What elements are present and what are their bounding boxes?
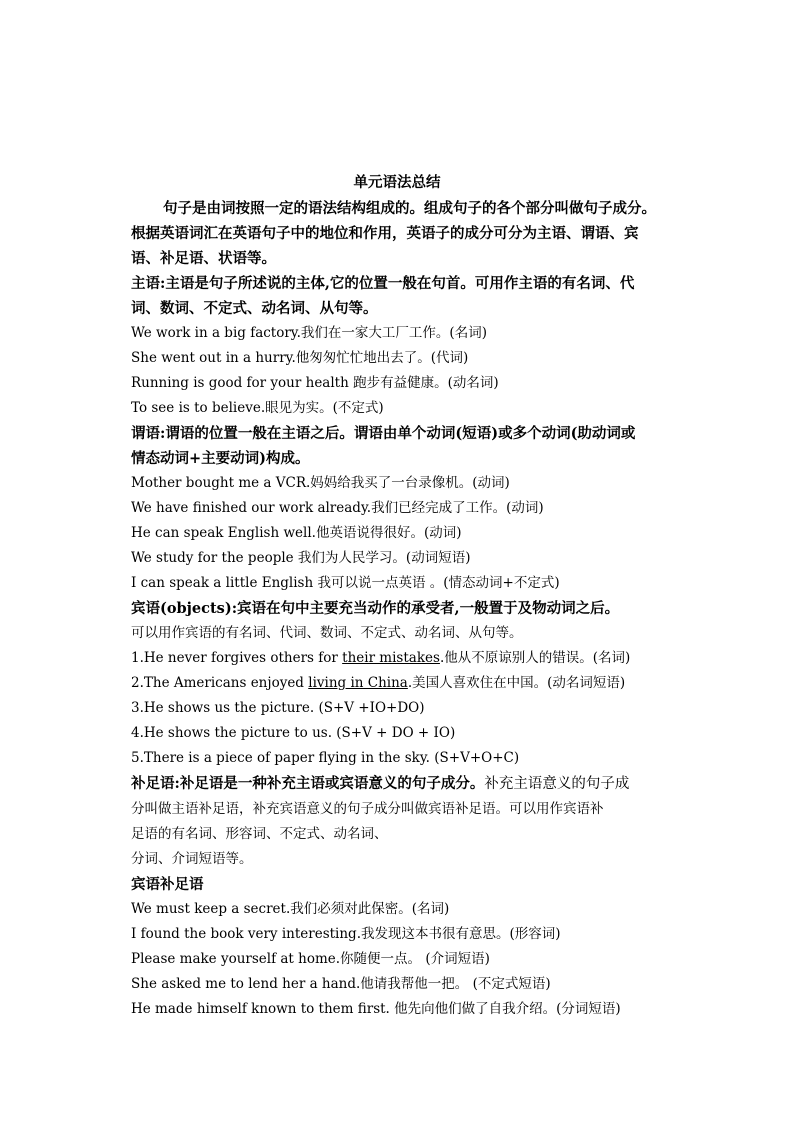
object-complement-subheading: 宾语补足语 (131, 876, 204, 893)
complement-line-4: 分词、介词短语等。 (131, 851, 253, 867)
object-heading-2: 可以用作宾语的有名词、代词、数词、不定式、动名词、从句等。 (131, 625, 523, 641)
intro-line-3: 语、补足语、状语等。 (131, 250, 276, 267)
complement-heading (131, 771, 671, 797)
object-example-1 (131, 646, 671, 671)
object-example-1-pre: 1.He never forgives others for (131, 650, 343, 666)
object-example-1-underlined: their mistakes (342, 650, 440, 666)
complement-example-5: He made himself known to them first. 他先向他们做了自我介绍。(分词短语) (131, 1001, 621, 1017)
predicate-example-4: We study for the people 我们为人民学习。(动词短语) (131, 550, 471, 566)
document-body (131, 196, 671, 1022)
intro-line-2: 根据英语词汇在英语句子中的地位和作用，英语子的成分可分为主语、谓语、宾 (131, 225, 639, 242)
subject-example-3: Running is good for your health 跑步有益健康。(动名词) (131, 375, 499, 391)
predicate-heading-2: 情态动词+主要动词)构成。 (131, 450, 310, 467)
predicate-example-2: We have finished our work already.我们已经完成了工作。(动词) (131, 500, 544, 516)
object-example-2-post: .美国人喜欢住在中国。(动名词短语) (407, 675, 626, 691)
complement-example-4: She asked me to lend her a hand.他请我帮他一把。 (不定式短语) (131, 976, 551, 992)
intro-line-1: 句子是由词按照一定的语法结构组成的。组成句子的各个部分叫做句子成分。 (163, 200, 656, 217)
subject-heading-2: 词、数词、不定式、动名词、从句等。 (131, 300, 378, 317)
complement-example-1: We must keep a secret.我们必须对此保密。(名词) (131, 901, 450, 917)
complement-example-3: Please make yourself at home.你随便一点。 (介词短语) (131, 951, 490, 967)
subject-example-4: To see is to believe.眼见为实。(不定式) (131, 400, 384, 416)
subject-heading-1: 主语:主语是句子所述说的主体,它的位置一般在句首。可用作主语的有名词、代 (131, 275, 635, 292)
object-example-3: 3.He shows us the picture. (S+V +IO+DO) (131, 700, 425, 716)
predicate-example-5: I can speak a little English 我可以说一点英语 。(情态动词+不定式) (131, 575, 560, 591)
predicate-example-3: He can speak English well.他英语说得很好。(动词) (131, 525, 462, 541)
complement-heading-bold: 补足语:补足语是一种补充主语或宾语意义的句子成分。 (131, 775, 485, 792)
object-example-5: 5.There is a piece of paper flying in the sky. (S+V+O+C) (131, 750, 520, 766)
complement-line-2: 分叫做主语补足语，补充宾语意义的句子成分叫做宾语补足语。可以用作宾语补 (131, 801, 604, 817)
complement-line-3: 足语的有名词、形容词、不定式、动名词、 (131, 826, 388, 842)
page-title: 单元语法总结 (353, 174, 441, 191)
complement-heading-rest: 补充主语意义的句子成 (484, 776, 630, 792)
object-example-4: 4.He shows the picture to us. (S+V + DO + IO) (131, 725, 456, 741)
object-example-1-post: .他从不原谅别人的错误。(名词) (439, 650, 631, 666)
subject-example-2: She went out in a hurry.他匆匆忙忙地出去了。(代词) (131, 350, 469, 366)
object-example-2-pre: 2.The Americans enjoyed (131, 675, 309, 691)
object-example-2-underlined: living in China (308, 675, 408, 691)
predicate-heading-1: 谓语:谓语的位置一般在主语之后。谓语由单个动词(短语)或多个动词(助动词或 (131, 425, 636, 442)
object-example-2 (131, 671, 671, 696)
complement-example-2: I found the book very interesting.我发现这本书很有意思。(形容词) (131, 926, 561, 942)
subject-example-1: We work in a big factory.我们在一家大工厂工作。(名词) (131, 325, 487, 341)
object-heading: 宾语(objects):宾语在句中主要充当动作的承受者,一般置于及物动词之后。 (131, 600, 620, 617)
predicate-example-1: Mother bought me a VCR.妈妈给我买了一台录像机。(动词) (131, 475, 510, 491)
